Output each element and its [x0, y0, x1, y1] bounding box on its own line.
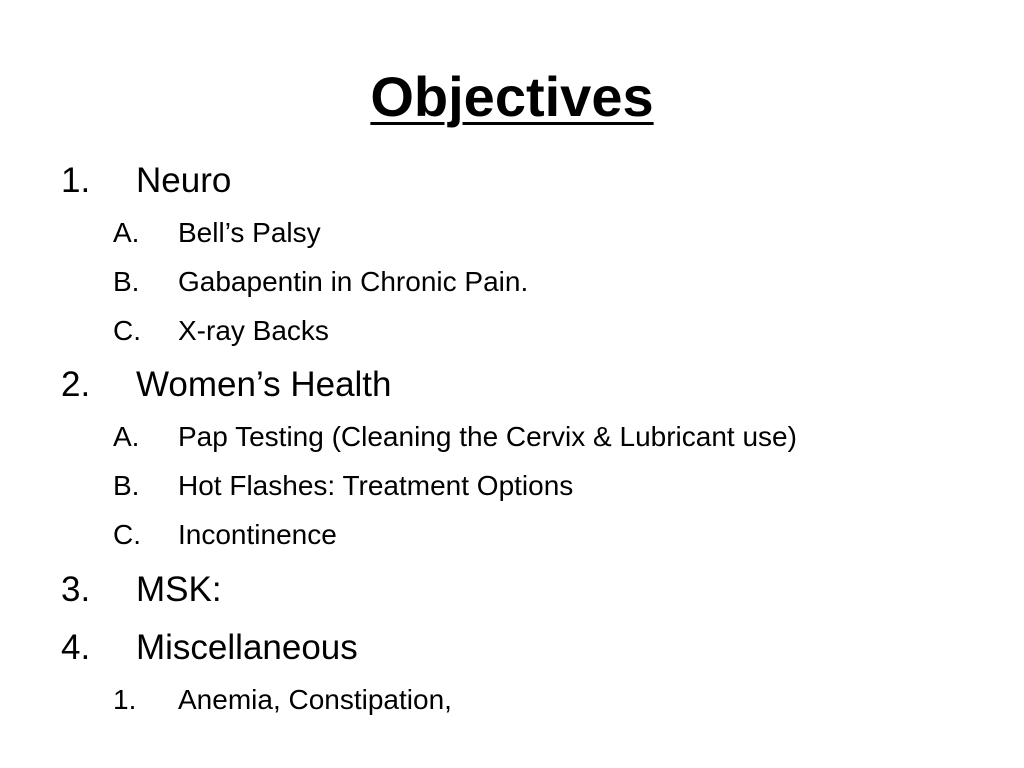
- sublist-marker: C.: [113, 315, 141, 346]
- list-marker: 3.: [61, 570, 91, 609]
- list-marker: 2.: [61, 365, 91, 404]
- list-item-label: Women’s Health: [136, 365, 392, 404]
- sublist-marker: 1.: [113, 684, 137, 715]
- sublist-marker: B.: [113, 470, 140, 501]
- list-marker: 4.: [61, 628, 91, 667]
- sublist-marker: B.: [113, 266, 140, 297]
- sublist-item-label: Incontinence: [178, 519, 337, 550]
- sublist-item-label: Pap Testing (Cleaning the Cervix & Lubricant use): [178, 421, 797, 452]
- sublist-item-label: Anemia, Constipation,: [178, 684, 452, 715]
- list-item-label: Neuro: [136, 161, 232, 200]
- sublist-item-label: Hot Flashes: Treatment Options: [178, 470, 574, 501]
- sublist-item-label: X-ray Backs: [178, 315, 329, 346]
- slide-title: Objectives: [370, 65, 654, 128]
- sublist-marker: A.: [113, 217, 140, 248]
- sublist-item-label: Gabapentin in Chronic Pain.: [178, 266, 529, 297]
- sublist-marker: A.: [113, 421, 140, 452]
- list-marker: 1.: [61, 161, 91, 200]
- sublist-item-label: Bell’s Palsy: [178, 217, 321, 248]
- list-item-label: MSK:: [136, 570, 222, 609]
- list-item-label: Miscellaneous: [136, 628, 358, 667]
- sublist-marker: C.: [113, 519, 141, 550]
